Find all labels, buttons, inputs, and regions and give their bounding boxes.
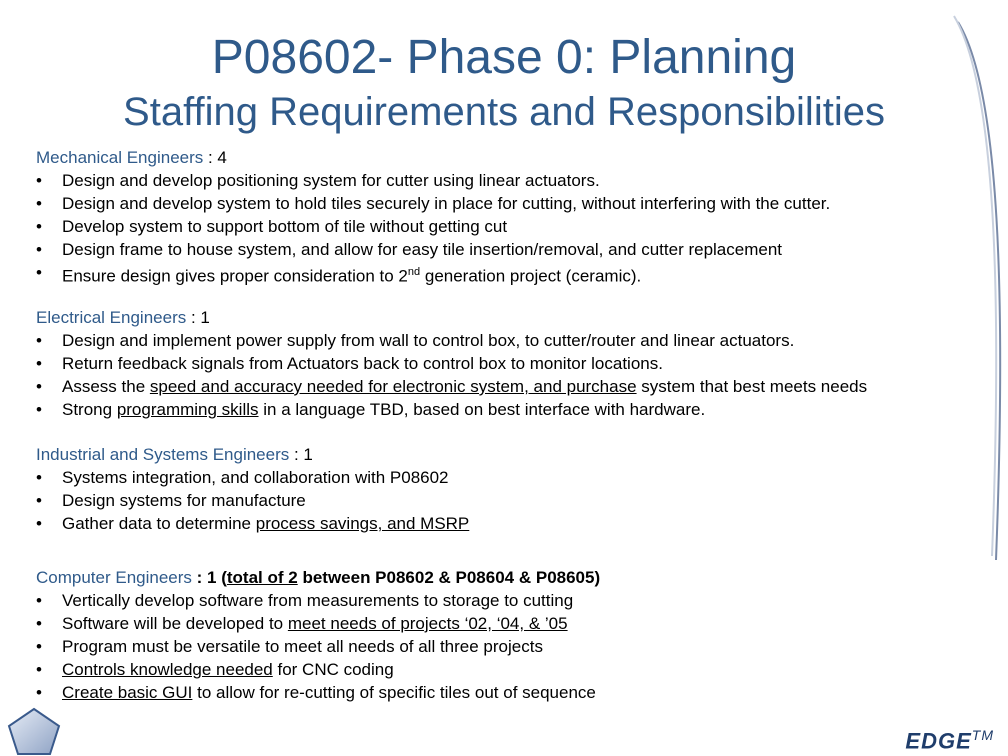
list-item: • Systems integration, and collaboration with P08602 xyxy=(36,468,449,487)
list-item: • Design frame to house system, and allow for easy tile insertion/removal, and cutter replacement xyxy=(36,240,783,259)
industrial-role: Industrial and Systems Engineers xyxy=(36,445,290,464)
list-item: • Design and develop positioning system for cutter using linear actuators. xyxy=(36,171,600,190)
industrial-section xyxy=(36,443,469,535)
mechanical-count: : 4 xyxy=(203,148,227,167)
list-item: • Design systems for manufacture xyxy=(36,491,306,510)
page-title: P08602- Phase 0: Planning xyxy=(211,31,797,84)
industrial-heading xyxy=(36,443,469,466)
computer-total: total of 2 xyxy=(226,568,298,587)
page-subtitle: Staffing Requirements and Responsibilities xyxy=(123,90,885,134)
list-item: • Vertically develop software from measurements to storage to cutting xyxy=(36,591,574,610)
list-item: • Software will be developed to meet needs of projects ‘02, ‘04, & ’05 xyxy=(36,614,568,633)
list-item: • Program must be versatile to meet all needs of all three projects xyxy=(36,637,543,656)
mechanical-role: Mechanical Engineers xyxy=(36,148,204,167)
electrical-heading xyxy=(36,306,867,329)
list-item: • Strong programming skills in a language TBD, based on best interface with hardware. xyxy=(36,400,706,419)
computer-total-rest: between P08602 & P08604 & P08605) xyxy=(297,568,601,587)
computer-heading xyxy=(36,566,600,589)
mechanical-section xyxy=(36,146,830,288)
pentagon-logo-icon xyxy=(6,706,62,756)
list-item: • Create basic GUI to allow for re-cutting of specific tiles out of sequence xyxy=(36,683,596,702)
mechanical-heading xyxy=(36,146,830,169)
computer-list xyxy=(36,589,600,704)
electrical-list xyxy=(36,329,867,421)
list-item: • Gather data to determine process savings, and MSRP xyxy=(36,514,470,533)
mechanical-list xyxy=(36,169,830,288)
list-item: • Develop system to support bottom of tile without getting cut xyxy=(36,217,508,236)
electrical-role: Electrical Engineers xyxy=(36,308,187,327)
edge-logo: EDGE™ xyxy=(905,726,994,753)
list-item: • Design and implement power supply from wall to control box, to cutter/router and linear actuators. xyxy=(36,331,795,350)
industrial-count: : 1 xyxy=(289,445,313,464)
computer-role: Computer Engineers xyxy=(36,568,192,587)
industrial-list xyxy=(36,466,469,535)
computer-count: : 1 ( xyxy=(191,568,227,587)
list-item: • Controls knowledge needed for CNC coding xyxy=(36,660,394,679)
list-item: • Design and develop system to hold tiles securely in place for cutting, without interfering with the cutter. xyxy=(36,194,831,213)
list-item: • Return feedback signals from Actuators back to control box to monitor locations. xyxy=(36,354,663,373)
computer-section xyxy=(36,566,600,704)
list-item: • Ensure design gives proper consideration to 2nd generation project (ceramic). xyxy=(36,263,642,286)
list-item: • Assess the speed and accuracy needed for electronic system, and purchase system that best meets needs xyxy=(36,377,868,396)
electrical-count: : 1 xyxy=(186,308,210,327)
electrical-section xyxy=(36,306,867,421)
